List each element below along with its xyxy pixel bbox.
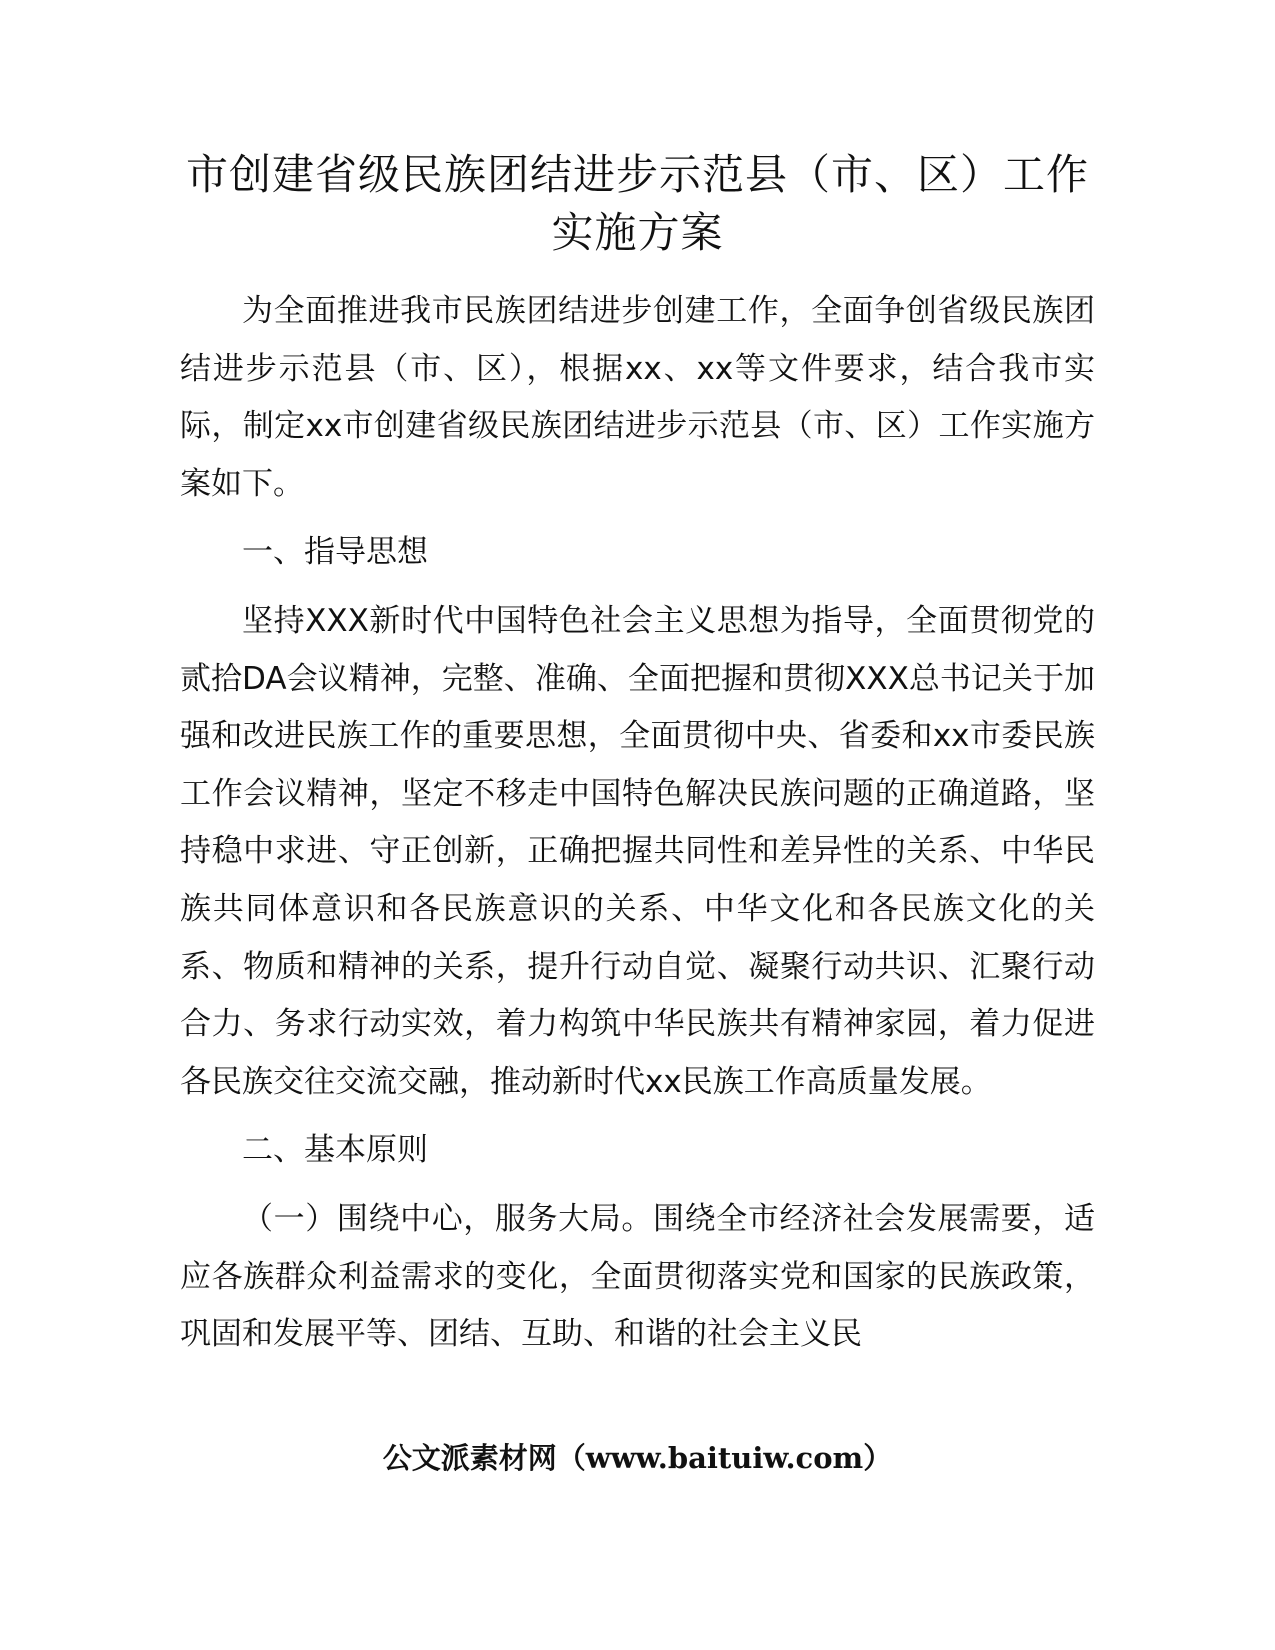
guiding-ideology-paragraph: 坚持XXX新时代中国特色社会主义思想为指导，全面贯彻党的贰拾DA会议精神，完整、准确、全面把握和贯彻XXX总书记关于加强和改进民族工作的重要思想，全面贯彻中央、省委和xx市委民族工作会议精神，坚定不移走中国特色解决民族问题的正确道路，坚持稳中求进、守正创新，正确把握共同性和差异性的关系、中华民族共同体意识和各民族意识的关系、中华文化和各民族文化的关系、物质和精神的关系，提升行动自觉、凝聚行动共识、汇聚行动合力、务求行动实效，着力构筑中华民族共有精神家园，着力促进各民族交往交流交融，推动新时代xx民族工作高质量发展。: [180, 602, 1095, 1100]
basic-principles-paragraph: （一）围绕中心，服务大局。围绕全市经济社会发展需要，适应各族群众利益需求的变化，全面贯彻落实党和国家的民族政策，巩固和发展平等、团结、互助、和谐的社会主义民: [180, 1200, 1095, 1353]
section-heading-guiding-ideology: 一、指导思想: [242, 534, 428, 571]
intro-paragraph: 为全面推进我市民族团结进步创建工作，全面争创省级民族团结进步示范县（市、区），根据xx、xx等文件要求，结合我市实际，制定xx市创建省级民族团结进步示范县（市、区）工作实施方案如下。: [180, 293, 1095, 502]
document-title: 市创建省级民族团结进步示范县（市、区）工作实施方案: [185, 150, 1089, 257]
document-body: [180, 283, 1095, 1364]
footer-watermark: 公文派素材网（www.baituiw.com）: [382, 1441, 893, 1475]
section-heading-basic-principles: 二、基本原则: [242, 1132, 428, 1169]
